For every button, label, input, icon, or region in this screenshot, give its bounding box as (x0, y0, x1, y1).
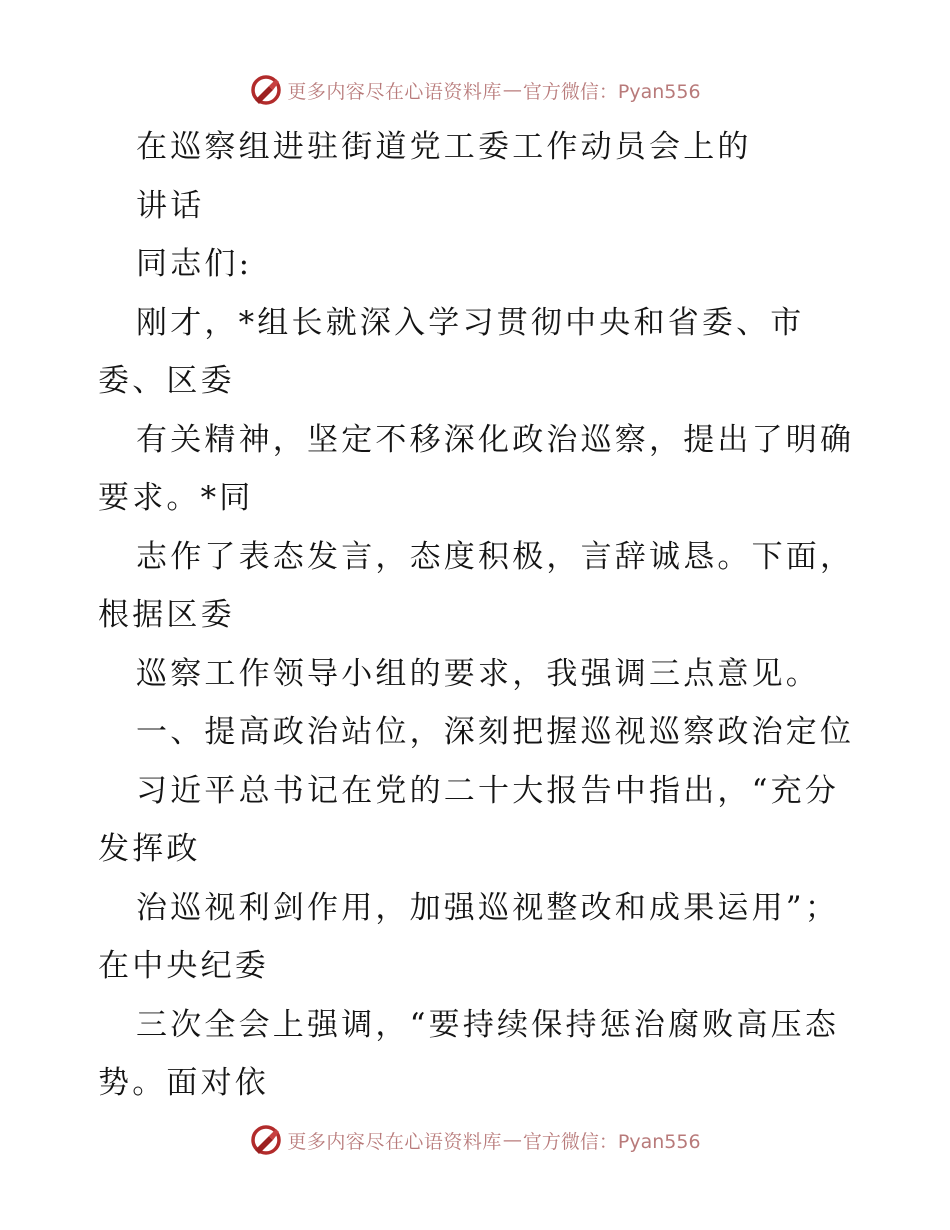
text-line: 巡察工作领导小组的要求，我强调三点意见。 (136, 655, 820, 692)
text-line: 习近平总书记在党的二十大报告中指出，“充分 (136, 772, 840, 809)
pen-logo-icon (249, 73, 283, 107)
document-title-line: 讲话 (136, 187, 205, 224)
text-line: 委、区委 (98, 363, 235, 399)
text-line: 发挥政 (98, 831, 201, 867)
watermark-contact: 官方微信：Pyan556 (522, 80, 701, 103)
text-line: 要求。*同 (98, 480, 254, 516)
watermark-header (0, 70, 950, 110)
watermark-contact: 官方微信：Pyan556 (522, 1130, 701, 1153)
watermark-dash: — (502, 79, 522, 101)
text-line: 根据区委 (98, 597, 235, 633)
salutation-line: 同志们: (136, 246, 253, 282)
text-line: 刚才，*组长就深入学习贯彻中央和省委、市 (136, 304, 805, 341)
pen-logo-icon (249, 1123, 283, 1157)
text-line: 志作了表态发言，态度积极，言辞诚恳。下面， (136, 538, 855, 575)
text-line: 势。面对依 (98, 1065, 269, 1101)
text-line: 有关精神，坚定不移深化政治巡察，提出了明确 (136, 421, 855, 458)
text-line: 三次全会上强调，“要持续保持惩治腐败高压态 (136, 1006, 840, 1043)
watermark-text: 更多内容尽在心语资料库 (287, 1130, 502, 1153)
watermark-text: 更多内容尽在心语资料库 (287, 80, 502, 103)
text-line: 治巡视利剑作用，加强巡视整改和成果运用”； (136, 889, 840, 926)
section-heading-line: 一、提高政治站位，深刻把握巡视巡察政治定位 (136, 714, 855, 750)
document-body (98, 118, 858, 1113)
watermark-footer (0, 1120, 950, 1160)
text-line: 在中央纪委 (98, 948, 269, 984)
document-title-line: 在巡察组进驻街道党工委工作动员会上的 (136, 129, 752, 165)
watermark-dash: — (502, 1129, 522, 1151)
